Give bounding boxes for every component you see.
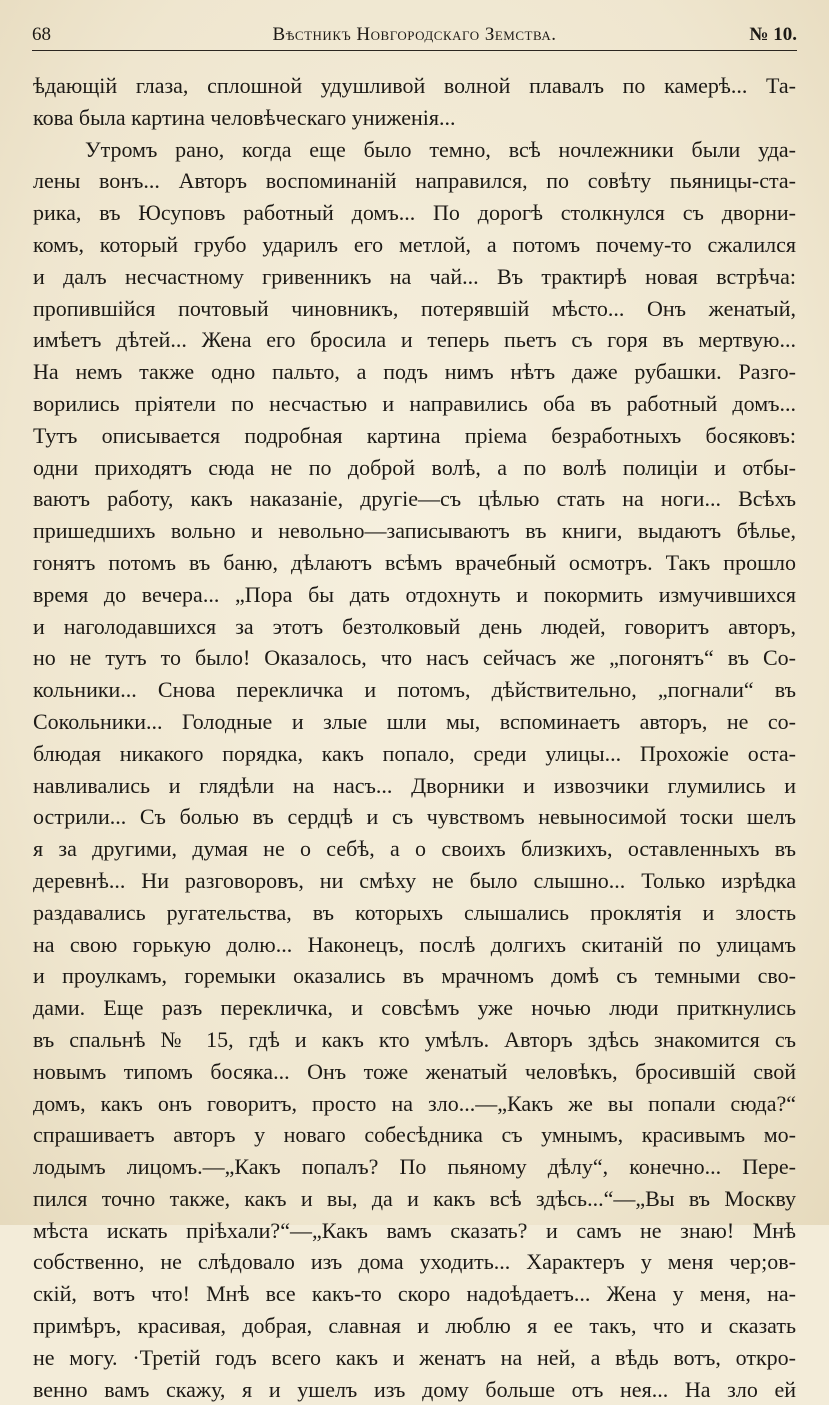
text-line: кольники... Снова перекличка и потомъ, дѣйствительно, „погнали“ въ bbox=[33, 677, 796, 703]
text-line: венно вамъ скажу, я и ушелъ изъ дому больше отъ нея... На зло ей bbox=[33, 1376, 796, 1402]
page-number: 68 bbox=[32, 24, 51, 45]
text-line: ворились пріятели по несчастью и направились оба въ работный домъ... bbox=[33, 390, 796, 416]
running-title: Вѣстникъ Новгородскаго Земства. bbox=[272, 24, 557, 45]
header-rule bbox=[32, 50, 797, 51]
text-line: мѣста искать пріѣхали?“—„Какъ вамъ сказать? и самъ не знаю! Мнѣ bbox=[33, 1217, 796, 1243]
text-line: не могу. ·Третій годъ всего какъ и женатъ на ней, а вѣдь вотъ, откро- bbox=[33, 1344, 796, 1370]
text-line: лены вонъ... Авторъ воспоминаній направился, по совѣту пьяницы-ста- bbox=[33, 168, 796, 194]
text-line: острили... Съ болью въ сердцѣ и съ чувствомъ невыносимой тоски шелъ bbox=[33, 804, 796, 830]
text-line: новымъ типомъ босяка... Онъ тоже женатый человѣкъ, бросившій свой bbox=[33, 1058, 796, 1084]
text-line: блюдая никакого порядка, какъ попало, среди улицы... Прохожіе оста- bbox=[33, 740, 796, 766]
text-line: спрашиваетъ авторъ у новаго собесѣдника съ умнымъ, красивымъ мо- bbox=[33, 1122, 796, 1148]
text-line: гонятъ потомъ въ баню, дѣлаютъ всѣмъ врачебный осмотръ. Такъ прошло bbox=[33, 549, 796, 575]
text-line: и наголодавшихся за этотъ безтолковый день людей, говоритъ авторъ, bbox=[33, 613, 796, 639]
text-line: имѣетъ дѣтей... Жена его бросила и теперь пьетъ съ горя въ мертвую... bbox=[33, 327, 796, 353]
text-line: кова была картина человѣческаго униженія... bbox=[33, 104, 456, 130]
text-line: и проулкамъ, горемыки оказались въ мрачномъ домѣ съ темными сво- bbox=[33, 963, 796, 989]
text-line: время до вечера... „Пора бы дать отдохнуть и покормить измучившихся bbox=[33, 581, 796, 607]
text-line: ѣдающій глаза, сплошной удушливой волной плавалъ по камерѣ... Та- bbox=[33, 73, 796, 98]
text-line: пропившійся почтовый чиновникъ, потерявшій мѣсто... Онъ женатый, bbox=[33, 295, 796, 321]
issue-number: № 10. bbox=[749, 24, 797, 45]
text-line: навливались и глядѣли на насъ... Дворники и извозчики глумились и bbox=[33, 772, 796, 798]
text-line: комъ, который грубо ударилъ его метлой, а потомъ почему-то сжалился bbox=[33, 231, 796, 257]
text-line: Тутъ описывается подробная картина пріема безработныхъ босяковъ: bbox=[33, 422, 796, 448]
text-line: на свою горькую долю... Наконецъ, послѣ долгихъ скитаній по улицамъ bbox=[33, 931, 796, 957]
text-line: скій, вотъ что! Мнѣ все какъ-то скоро надоѣдаетъ... Жена у меня, на- bbox=[33, 1281, 796, 1307]
text-line: Утромъ рано, когда еще было темно, всѣ ночлежники были уда- bbox=[85, 136, 796, 162]
text-line: На немъ также одно пальто, а подъ нимъ нѣтъ даже рубашки. Разго- bbox=[33, 359, 796, 385]
text-line: деревнѣ... Ни разговоровъ, ни смѣху не было слышно... Только изрѣдка bbox=[33, 867, 796, 893]
text-line: лодымъ лицомъ.—„Какъ попалъ? По пьяному дѣлу“, конечно... Пере- bbox=[33, 1154, 796, 1180]
text-line: собственно, не слѣдовало изъ дома уходить... Характеръ у меня чер;ов- bbox=[33, 1249, 796, 1275]
running-header bbox=[32, 22, 797, 48]
text-line: Сокольники... Голодные и злые шли мы, вспоминаетъ авторъ, не со- bbox=[33, 708, 796, 734]
text-line: но не тутъ то было! Оказалось, что насъ сейчасъ же „погонятъ“ въ Со- bbox=[33, 645, 796, 671]
text-line: ваютъ работу, какъ наказаніе, другіе—съ цѣлью стать на ноги... Всѣхъ bbox=[33, 486, 796, 512]
text-line: одни приходятъ сюда не по доброй волѣ, а по волѣ полиціи и отбы- bbox=[33, 454, 796, 480]
text-line: рика, въ Юсуповъ работный домъ... По дорогѣ столкнулся съ дворни- bbox=[33, 200, 796, 226]
text-line: примѣръ, красивая, добрая, славная и люблю я ее такъ, что и сказать bbox=[33, 1313, 796, 1339]
text-line: пришедшихъ вольно и невольно—записываютъ въ книги, выдаютъ бѣлье, bbox=[33, 518, 796, 544]
body-text bbox=[33, 70, 796, 1405]
text-line: въ спальнѣ № 15, гдѣ и какъ кто умѣлъ. Авторъ здѣсь знакомится съ bbox=[33, 1026, 796, 1052]
text-line: раздавались ругательства, въ которыхъ слышались проклятія и злость bbox=[33, 899, 796, 925]
text-line: дами. Еще разъ перекличка, и совсѣмъ уже ночью люди приткнулись bbox=[33, 995, 796, 1021]
text-line: пился точно также, какъ и вы, да и какъ всѣ здѣсь...“—„Вы въ Москву bbox=[33, 1185, 796, 1211]
text-line: я за другими, думая не о себѣ, а о своихъ близкихъ, оставленныхъ въ bbox=[33, 836, 796, 862]
text-line: и далъ несчастному гривенникъ на чай... Въ трактирѣ новая встрѣча: bbox=[33, 263, 796, 289]
text-line: домъ, какъ онъ говоритъ, просто на зло...—„Какъ же вы попали сюда?“ bbox=[33, 1090, 796, 1116]
